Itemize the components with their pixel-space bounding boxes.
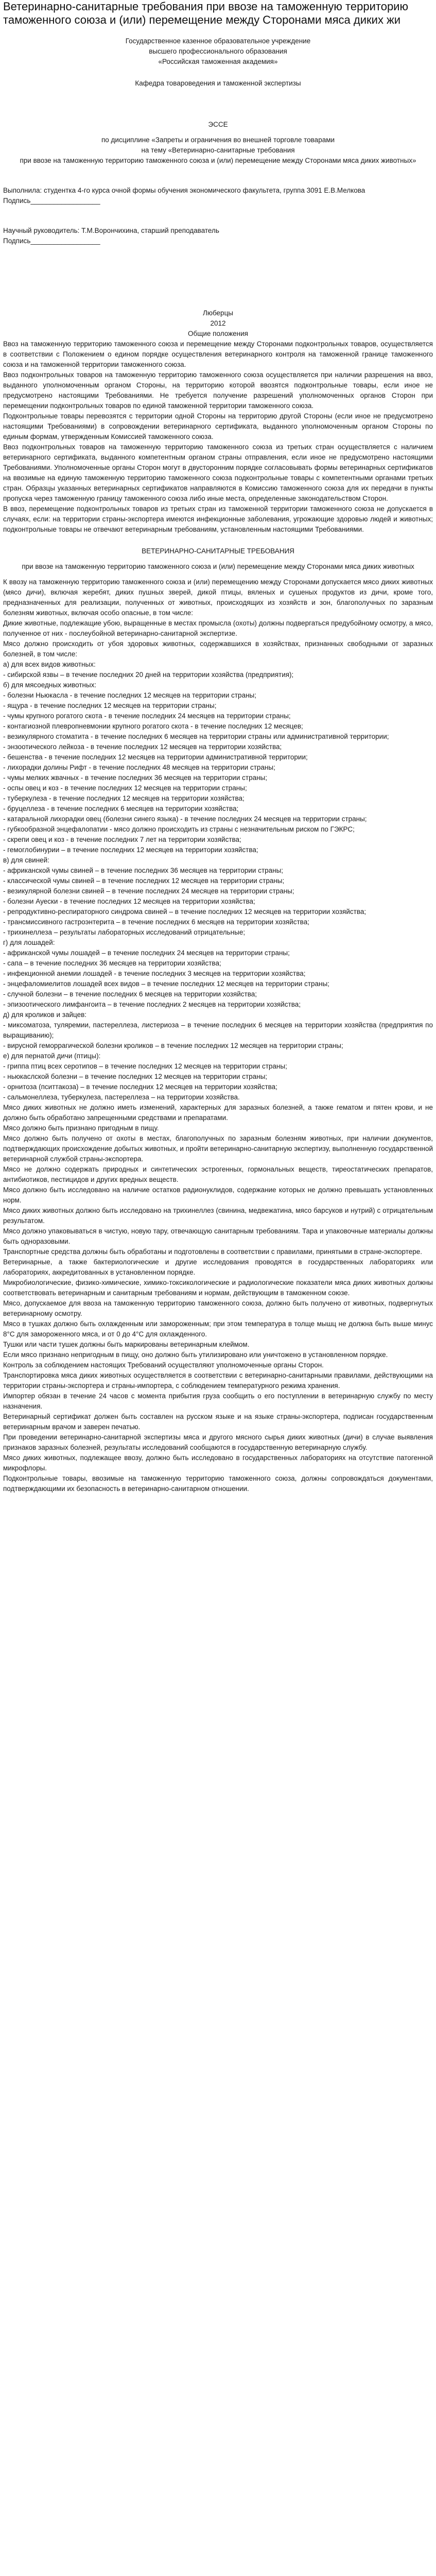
requirement-item: - эпизоотического лимфангоита – в течение последних 2 месяцев на территории хозяйства;	[3, 1001, 301, 1008]
requirement-item: - вирусной геморрагической болезни кроликов – в течение последних 12 месяцев на территории страны;	[3, 1042, 343, 1049]
requirement-item: Если мясо признано непригодным в пищу, оно должно быть утилизировано или уничтожено в установленном порядке.	[3, 1351, 388, 1359]
author-signature: Подпись__________________	[3, 197, 100, 205]
discipline-2: на тему «Ветеринарно-санитарные требования	[141, 146, 295, 154]
requirement-item: - гемоглобинурии – в течение последних 12 месяцев на территории хозяйства;	[3, 846, 258, 854]
requirement-item: - ящура - в течение последних 12 месяцев на территории страны;	[3, 702, 217, 709]
requirement-item: - трансмиссивного гастроэнтерита – в течение последних 6 месяцев на территории хозяйства;	[3, 918, 309, 926]
requirement-item: К ввозу на таможенную территорию таможенного союза и (или) перемещению между Сторонами допускается мясо диких животных (мясо дичи), включая жеребят, диких пушных зверей, дикой птицы, вяленых и сушеных продуктов из дичи, кроме того, предназначенных для реализации, полученных от животных, происходящих из хозяйств и зон, благополучных по заразным болезням животных, включая особо опасные, в том числе:	[3, 578, 433, 617]
paragraph: Ввоз на таможенную территорию таможенного союза и перемещение между Сторонами подконтрольных товаров, осуществляется в соответствии с Положением о едином порядке осуществления ветеринарного контроля на таможенной границе таможенного союза и на таможенной территории таможенного союза.	[3, 340, 433, 368]
requirement-item: - губкообразной энцефалопатии - мясо должно происходить из страны с незначительным риском по ГЭКРС;	[3, 825, 355, 833]
institution-line-2: высшего профессионального образования	[149, 47, 287, 55]
requirement-item: - бешенства - в течение последних 12 месяцев на территории административной территории;	[3, 753, 308, 761]
requirement-item: Дикие животные, подлежащие убою, выращенные в местах промысла (охоты) должны подвергаться предубойному осмотру, а мясо, полученное от них - послеубойной ветеринарно-санитарной экспертизе.	[3, 619, 433, 637]
requirement-item: Мясо должно быть получено от охоты в местах, благополучных по заразным болезням животных, при наличии документов, подтверждающих происхождение добытых животных, и пройти ветеринарно-санитарную экспертизу, выполненную государственной ветеринарной службой страны-экспортера.	[3, 1134, 433, 1163]
paragraph: Ввоз подконтрольных товаров на таможенную территорию таможенного союза из третьих стран осуществляется с наличием ветеринарного сертификата, выданного компетентным органом страны отправления, если иное не предусмотрено настоящими Требованиями. Уполномоченные органы Сторон могут в двусторонним порядке согласовывать формы ветеринарных сертификатов на ввозимые на единую таможенную территорию таможенного союза подконтрольные товары с компетентными органами третьих стран. Образцы указанных ветеринарных сертификатов направляются в Комиссию таможенного союза для их передачи в пункты пропуска через таможенную границу таможенного союза либо иные места, определенные законодательством Сторон.	[3, 443, 433, 502]
advisor-signature: Подпись__________________	[3, 237, 100, 245]
requirement-item: - болезни Ньюкасла - в течение последних 12 месяцев на территории страны;	[3, 691, 256, 699]
discipline: по дисциплине «Запреты и ограничения во внешней торговле товарами	[101, 136, 335, 144]
requirement-item: - болезни Ауески - в течение последних 12 месяцев на территории хозяйства;	[3, 897, 255, 905]
requirement-item: - гриппа птиц всех серотипов – в течение последних 12 месяцев на территории страны;	[3, 1062, 287, 1070]
requirement-item: б) для мясоедных животных:	[3, 681, 97, 689]
requirement-item: Ветеринарный сертификат должен быть составлен на русском языке и на языке страны-экспортера, подписан государственным ветеринарным врачом и заверен печатью.	[3, 1413, 433, 1431]
requirement-item: Мясо должно упаковываться в чистую, новую тару, отвечающую санитарным требованиям. Тара и упаковочные материалы должны быть одноразовыми.	[3, 1227, 433, 1245]
requirement-item: - чумы крупного рогатого скота - в течение последних 24 месяцев на территории страны;	[3, 712, 291, 720]
requirement-item: - орнитоза (пситтакоза) – в течение последних 12 месяцев на территории хозяйства;	[3, 1083, 277, 1091]
requirement-item: - африканской чумы свиней – в течение последних 36 месяцев на территории страны;	[3, 867, 284, 874]
requirement-item: - туберкулеза - в течение последних 12 месяцев на территории хозяйства;	[3, 794, 245, 802]
requirement-item: - лихорадки долины Рифт - в течение последних 48 месяцев на территории страны;	[3, 764, 275, 771]
requirement-item: - бруцеллеза - в течение последних 6 месяцев на территории хозяйства;	[3, 805, 239, 812]
year: 2012	[210, 319, 226, 327]
requirement-item: в) для свиней:	[3, 856, 49, 864]
requirement-item: - классической чумы свиней – в течение последних 12 месяцев на территории страны;	[3, 877, 285, 885]
topic: при ввозе на таможенную территорию таможенного союза и (или) перемещение между Сторонами мяса диких животных»	[20, 157, 416, 164]
requirement-item: - везикулярной болезни свиней – в течение последних 24 месяцев на территории страны;	[3, 887, 294, 895]
requirement-item: Импортер обязан в течение 24 часов с момента прибытия груза сообщить о его поступлении в ветеринарную службу по месту назначения.	[3, 1392, 433, 1410]
requirement-item: Мясо, допускаемое для ввоза на таможенную территорию таможенного союза, должно быть получено от животных, подвергнутых ветеринарному осмотру.	[3, 1299, 433, 1317]
city: Люберцы	[202, 309, 234, 317]
requirement-item: - африканской чумы лошадей – в течение последних 24 месяцев на территории страны;	[3, 949, 290, 957]
requirement-item: - энцефаломиелитов лошадей всех видов – в течение последних 12 месяцев на территории страны;	[3, 980, 329, 988]
requirement-item: При проведении ветеринарно-санитарной экспертизы мяса и другого мясного сырья диких животных (дичи) в случае выявления признаков заразных болезней, результаты исследований сообщаются в государственную ветеринарную службу.	[3, 1433, 433, 1451]
requirement-item: - миксоматоза, туляремии, пастереллеза, листериоза – в течение последних 6 месяцев на территории хозяйства (предприятия по выращиванию);	[3, 1021, 433, 1039]
requirement-item: - чумы мелких жвачных - в течение последних 36 месяцев на территории страны;	[3, 774, 267, 782]
requirement-item: е) для пернатой дичи (птицы):	[3, 1052, 101, 1060]
requirement-item: Транспортировка мяса диких животных осуществляется в соответствии с ветеринарно-санитарными правилами, действующими на территории страны-экспортера и страны-импортера, с соблюдением температурного режима хранения.	[3, 1371, 433, 1389]
work-type: ЭССЕ	[208, 121, 228, 128]
requirement-item: Мясо не должно содержать природных и синтетических эстрогенных, гормональных веществ, тиреостатических препаратов, антибиотиков, пестицидов и других вредных веществ.	[3, 1165, 433, 1183]
requirement-item: Мясо должно происходить от убоя здоровых животных, содержавшихся в хозяйствах, признанных свободными от заразных болезней, в том числе:	[3, 640, 433, 658]
requirement-item: - сальмонеллеза, туберкулеза, пастереллеза – на территории хозяйства.	[3, 1093, 240, 1101]
paragraph: Подконтрольные товары перевозятся с территории одной Стороны на территорию другой Стороны (если иное не предусмотрено настоящими Требованиями) в сопровождении ветеринарного сертификата, выданного уполномоченным органом Стороны по единым формам, утвержденным Комиссией таможенного союза.	[3, 412, 433, 440]
institution-line-1: Государственное казенное образовательное учреждение	[125, 37, 311, 45]
requirement-item: Мясо в тушках должно быть охлажденным или замороженным; при этом температура в толще мышц не должна быть выше минус 8°C для замороженного мяса, и от 0 до 4°C для охлажденного.	[3, 1320, 433, 1338]
paragraph: В ввоз, перемещение подконтрольных товаров из третьих стран из таможенной территории таможенного союза не допускается в случаях, если: на территории страны-экспортера имеются инфекционные заболевания, угрожающие здоровью людей и животных; подконтрольные товары не отвечают ветеринарным требованиям, установленным настоящими Требованиями.	[3, 505, 433, 533]
vet-subtitle: при ввозе на таможенную территорию таможенного союза и (или) перемещение между Сторонами мяса диких животных	[22, 563, 414, 570]
institution-line-3: «Российская таможенная академия»	[158, 58, 278, 65]
title-page	[3, 36, 433, 329]
requirement-item: - энзоотического лейкоза - в течение последних 12 месяцев на территории хозяйства;	[3, 743, 282, 751]
requirement-item: Мясо должно быть признано пригодным в пищу.	[3, 1124, 159, 1132]
requirement-item: Транспортные средства должны быть обработаны и подготовлены в соответствии с правилами, принятыми в стране-экспортере.	[3, 1248, 423, 1256]
requirement-item: Мясо диких животных не должно иметь изменений, характерных для заразных болезней, а также гематом и пятен крови, и не должно быть обработано запрещенными средствами и препаратами.	[3, 1104, 433, 1122]
vet-requirements	[3, 577, 433, 1494]
requirement-item: - везикулярного стоматита - в течение последних 6 месяцев на территории страны или административной территории;	[3, 733, 389, 740]
requirement-item: - ньюкаслской болезни – в течение последних 12 месяцев на территории страны;	[3, 1073, 268, 1080]
requirement-item: - катаральной лихорадки овец (болезни синего языка) - в течение последних 24 месяцев на территории страны;	[3, 815, 367, 823]
requirement-item: Мясо диких животных должно быть исследовано на трихинеллез (свинина, медвежатина, мясо барсуков и нутрий) с отрицательным результатом.	[3, 1207, 433, 1225]
requirement-item: Микробиологические, физико-химические, химико-токсикологические и радиологические показатели мяса диких животных должны соответствовать ветеринарным и санитарным требованиям и нормам, действующим в таможенном союзе.	[3, 1279, 433, 1297]
advisor: Научный руководитель: Т.М.Ворончихина, старший преподаватель	[3, 227, 219, 234]
requirement-item: - репродуктивно-респираторного синдрома свиней – в течение последних 12 месяцев на территории хозяйства;	[3, 908, 367, 916]
requirement-item: - оспы овец и коз - в течение последних 12 месяцев на территории страны;	[3, 784, 247, 792]
requirement-item: Ветеринарные, а также бактериологические и другие исследования проводятся в государственных лабораториях или лабораториях, аккредитованных в установленном порядке.	[3, 1258, 433, 1276]
document-title: Ветеринарно-санитарные требования при ввозе на таможенную территорию таможенного союза и (или) перемещение между Сторонами мяса диких жи	[3, 0, 408, 26]
requirement-item: - случной болезни – в течение последних 6 месяцев на территории хозяйства;	[3, 990, 257, 998]
requirement-item: Подконтрольные товары, ввозимые на таможенную территорию таможенного союза, должны сопровождаться документами, подтверждающими их безопасность в ветеринарно-санитарном отношении.	[3, 1475, 433, 1493]
requirement-item: - контагиозной плевропневмонии крупного рогатого скота - в течение последних 12 месяцев;	[3, 722, 303, 730]
section-title-general: Общие положения	[188, 330, 248, 337]
requirement-item: д) для кроликов и зайцев:	[3, 1011, 87, 1019]
author: Выполнила: студентка 4-го курса очной формы обучения экономического факультета, группа 3091 Е.В.Мелкова	[3, 187, 365, 194]
requirement-item: Мясо диких животных, подлежащее ввозу, должно быть исследовано в государственных лабораториях на отсутствие патогенной микрофлоры.	[3, 1454, 433, 1472]
requirement-item: - трихинеллеза – результаты лабораторных исследований отрицательные;	[3, 928, 246, 936]
requirement-item: - сибирской язвы – в течение последних 20 дней на территории хозяйства (предприятия);	[3, 671, 294, 679]
department: Кафедра товароведения и таможенной экспертизы	[135, 79, 301, 87]
requirement-item: Контроль за соблюдением настоящих Требований осуществляют уполномоченные органы Сторон.	[3, 1361, 324, 1369]
requirement-item: а) для всех видов животных:	[3, 660, 96, 668]
paragraph: Ввоз подконтрольных товаров на таможенную территорию таможенного союза осуществляется при наличии разрешения на ввоз, выданного уполномоченным органом Стороны, на территорию которой ввозятся подконтрольные товары, если иное не предусмотрено настоящими Требованиями. Не требуется получение разрешений уполномоченных органов Сторон при перемещении подконтрольных товаров по единой таможенной территории таможенного союза.	[3, 371, 433, 410]
requirement-item: - сапа – в течение последних 36 месяцев на территории хозяйства;	[3, 959, 221, 967]
section-title-vet: ВЕТЕРИНАРНО-САНИТАРНЫЕ ТРЕБОВАНИЯ	[142, 547, 294, 555]
requirement-item: г) для лошадей:	[3, 939, 55, 946]
requirement-item: - скрепи овец и коз - в течение последних 7 лет на территории хозяйства;	[3, 836, 241, 843]
requirement-item: - инфекционной анемии лошадей - в течение последних 3 месяцев на территории хозяйства;	[3, 970, 306, 977]
general-section	[3, 339, 433, 535]
requirement-item: Мясо должно быть исследовано на наличие остатков радионуклидов, содержание которых не должно превышать установленных норм.	[3, 1186, 433, 1204]
requirement-item: Тушки или части тушек должны быть маркированы ветеринарным клеймом.	[3, 1341, 250, 1348]
